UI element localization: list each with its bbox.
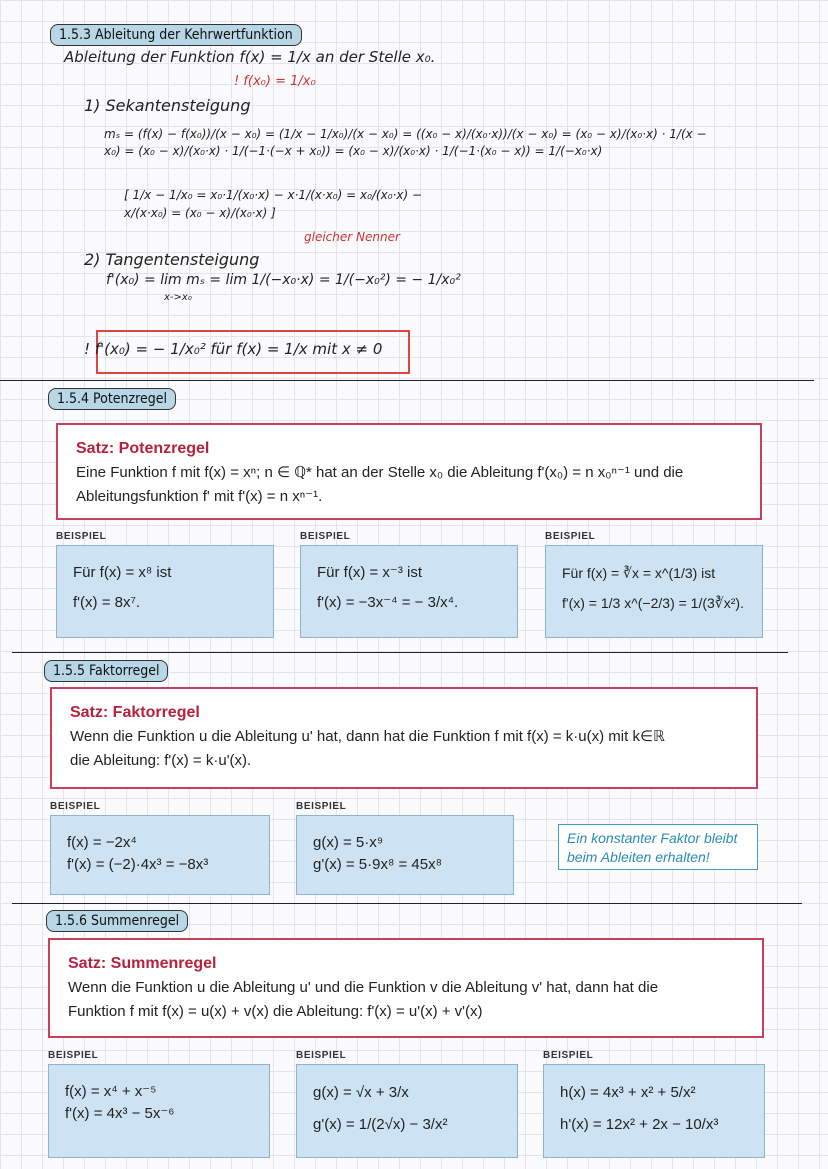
example-label: BEISPIEL <box>296 801 347 812</box>
example-box <box>300 545 518 638</box>
step2-label: 2) Tangentensteigung <box>84 250 260 269</box>
example-line2: f'(x) = 4x³ − 5x⁻⁶ <box>65 1105 175 1122</box>
example-line2: f'(x) = 8x⁷. <box>73 594 141 611</box>
theorem-title: Satz: Potenzregel <box>76 440 210 457</box>
example-box <box>50 815 270 895</box>
example-label: BEISPIEL <box>545 531 596 542</box>
theorem-text-line1: Wenn die Funktion u die Ableitung u' und die Funktion v die Ableitung v' hat, dann hat die <box>68 979 659 996</box>
theorem-title: Satz: Summenregel <box>68 955 217 972</box>
section-heading-155: 1.5.5 Faktorregel <box>44 660 168 682</box>
example-line1: Für f(x) = x⁻³ ist <box>317 564 422 581</box>
theorem-text-line2: die Ableitung: f'(x) = k·u'(x). <box>70 752 252 769</box>
section-heading-153: 1.5.3 Ableitung der Kehrwertfunktion <box>50 24 302 46</box>
section-heading-154: 1.5.4 Potenzregel <box>48 388 176 410</box>
divider-3 <box>12 903 802 904</box>
divider-1 <box>0 380 814 381</box>
example-box <box>545 545 763 638</box>
example-label: BEISPIEL <box>50 801 101 812</box>
equation-tangent-slope: f'(x₀) = lim mₛ = lim 1/(−x₀·x) = 1/(−x₀²) = − 1/x₀² <box>106 272 461 288</box>
example-line1: Für f(x) = ∛x = x^(1/3) ist <box>562 565 716 581</box>
example-line2: h'(x) = 12x² + 2x − 10/x³ <box>560 1116 719 1133</box>
example-line1: h(x) = 4x³ + x² + 5/x² <box>560 1084 696 1101</box>
theorem-text-line2: Funktion f mit f(x) = u(x) + v(x) die Ableitung: f'(x) = u'(x) + v'(x) <box>68 1003 483 1020</box>
example-box <box>56 545 274 638</box>
example-line2: f'(x) = (−2)·4x³ = −8x³ <box>67 856 209 873</box>
theorem-text-line2: Ableitungsfunktion f' mit f'(x) = n xⁿ⁻¹. <box>76 488 323 505</box>
intro-line: Ableitung der Funktion f(x) = 1/x an der Stelle x₀. <box>64 48 436 66</box>
section-heading-156: 1.5.6 Summenregel <box>46 910 188 932</box>
example-line2: f'(x) = 1/3 x^(−2/3) = 1/(3∛x²). <box>562 595 744 611</box>
theorem-sum-rule <box>48 938 764 1038</box>
example-line2: g'(x) = 5·9x⁸ = 45x⁸ <box>313 856 442 873</box>
example-box <box>543 1064 765 1158</box>
theorem-power-rule <box>56 423 762 520</box>
example-line2: f'(x) = −3x⁻⁴ = − 3/x⁴. <box>317 594 459 611</box>
divider-2 <box>12 652 788 653</box>
example-box <box>48 1064 270 1158</box>
example-label: BEISPIEL <box>56 531 107 542</box>
example-line1: f(x) = −2x⁴ <box>67 834 137 851</box>
common-denominator-note: gleicher Nenner <box>304 230 400 244</box>
note-f-x0: ! f(x₀) = 1/x₀ <box>234 74 316 89</box>
hint-box: Ein konstanter Faktor bleibt beim Ableiten erhalten! <box>558 824 758 870</box>
equation-common-denominator: [ 1/x − 1/x₀ = x₀·1/(x₀·x) − x·1/(x·x₀) = x₀/(x₀·x) − x/(x·x₀) = (x₀ − x)/(x₀·x) ] <box>124 188 422 220</box>
example-label: BEISPIEL <box>300 531 351 542</box>
example-box <box>296 815 514 895</box>
theorem-text-line1: Wenn die Funktion u die Ableitung u' hat, dann hat die Funktion f mit f(x) = k·u(x) mit k∈ℝ <box>70 728 665 745</box>
result-formula: ! f'(x₀) = − 1/x₀² für f(x) = 1/x mit x ≠ 0 <box>84 340 383 358</box>
step1-label: 1) Sekantensteigung <box>84 96 251 115</box>
equation-secant-slope: mₛ = (f(x) − f(x₀))/(x − x₀) = (1/x − 1/x₀)/(x − x₀) = ((x₀ − x)/(x₀·x))/(x − x₀) = (x₀ − x)/(x₀·x) · 1/(x − x₀) = (x₀ − x)/(x₀·x) · 1/(−1·(−x + x₀)) = (x₀ − x)/(x₀·x) · 1/(−1·(x₀ − x)) = 1/(−x₀·x) <box>104 127 707 158</box>
example-line1: g(x) = √x + 3/x <box>313 1084 409 1101</box>
example-box <box>296 1064 518 1158</box>
theorem-title: Satz: Faktorregel <box>70 704 200 721</box>
example-label: BEISPIEL <box>543 1050 594 1061</box>
example-label: BEISPIEL <box>296 1050 347 1061</box>
example-line1: f(x) = x⁴ + x⁻⁵ <box>65 1083 157 1100</box>
theorem-factor-rule <box>50 687 758 789</box>
example-line1: g(x) = 5·x⁹ <box>313 834 384 851</box>
limit-subscript: x->x₀ <box>164 292 192 303</box>
example-line1: Für f(x) = x⁸ ist <box>73 564 172 581</box>
example-label: BEISPIEL <box>48 1050 99 1061</box>
example-line2: g'(x) = 1/(2√x) − 3/x² <box>313 1116 448 1133</box>
theorem-text-line1: Eine Funktion f mit f(x) = xⁿ; n ∈ ℚ* hat an der Stelle x₀ die Ableitung f'(x₀) = n x₀ⁿ⁻¹ und die <box>76 464 684 481</box>
